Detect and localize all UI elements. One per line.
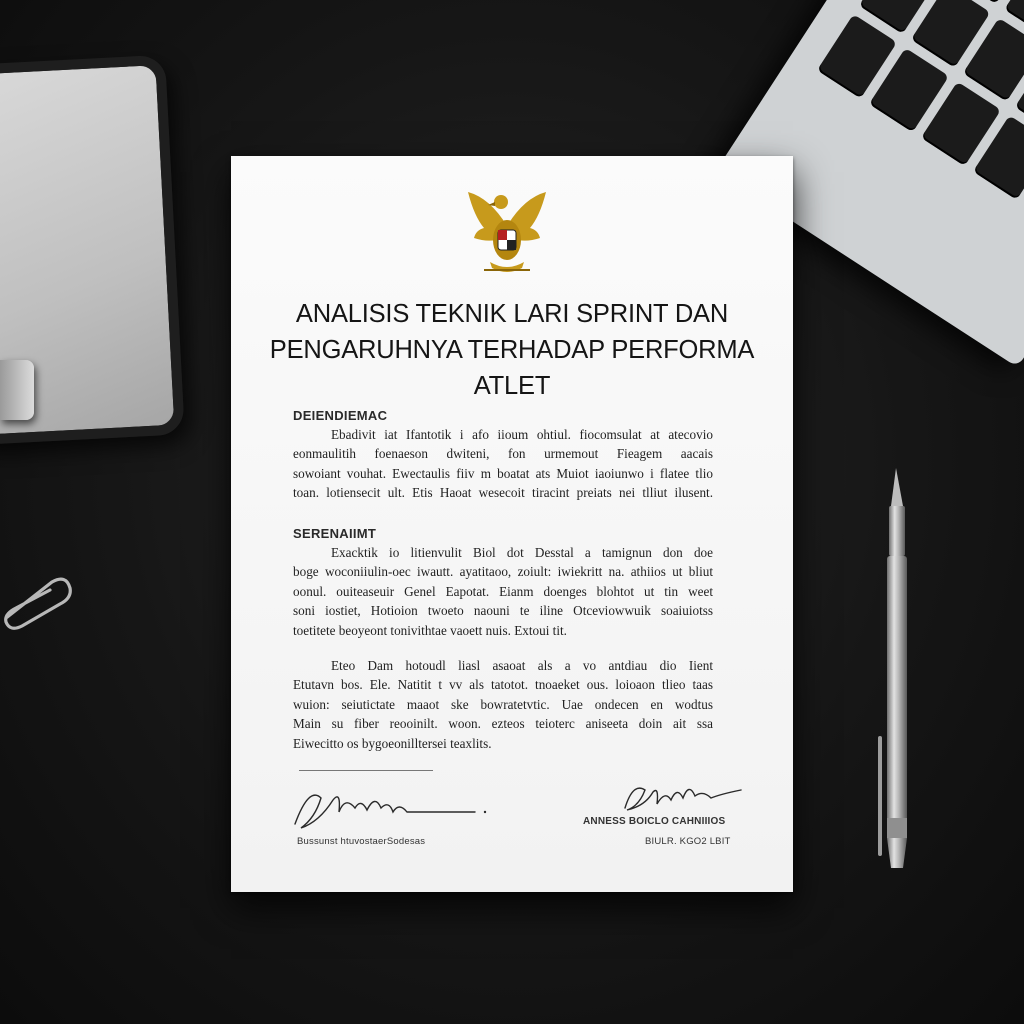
title-line: ATLET	[473, 372, 551, 400]
right-signature	[617, 776, 747, 818]
right-signatory-id: BIULR. KGO2 LBIT	[645, 836, 731, 847]
body-line: Exacktik io litienvulit Biol dot Desstal a tamignun don doe	[331, 545, 713, 560]
section-two	[293, 526, 713, 640]
body-line: Ebadivit iat Ifantotik i afo iioum ohtiul. fiocomsulat at atecovio	[331, 427, 713, 442]
section-one	[293, 408, 713, 503]
body-line: toetitete beoyeont tonivithtae vaoett nuis. Extoui tit.	[293, 622, 567, 638]
section-heading: DEIENDIEMAC	[293, 408, 388, 423]
keyboard-keys	[817, 0, 1024, 234]
title-line: ANALISIS TEKNIK LARI SPRINT DAN	[295, 300, 729, 328]
body-line: wuion: seiutictate maaot ske bowratetvtic. Uae ondecen en wodtus	[293, 696, 713, 712]
body-line: oonul. ouiteaseuir Genel Eapotat. Eianm doenges blohtot ut tin weet	[293, 583, 713, 599]
body-line: eonmaulitih foenaeson dwiteni, fon urmemout Fieagem aacais	[293, 446, 713, 462]
body-line: sowoiant vouhat. Ewectaulis fiiv m boatat ats Muiot iaoiunwo i flatee tlio	[293, 465, 713, 481]
body-line: Etutavn bos. Ele. Natitit t vv als tatotot. tnoaeket ous. loioaon tlieo taas	[293, 677, 713, 693]
title-line: PENGARUHNYA TERHADAP PERFORMA	[269, 336, 755, 364]
paperclip-icon	[0, 572, 74, 630]
document-title	[251, 296, 773, 404]
body-line: soni iostiet, Hotioion twoeto naouni te iline Otceviowwuik soaiuiotss	[293, 603, 713, 619]
left-signature	[289, 778, 489, 836]
tablet-edge	[0, 360, 34, 420]
left-signatory-name: Bussunst htuvostaerSodesas	[297, 836, 426, 847]
body-line: Eteo Dam hotoudl liasl asaoat als a vo antdiau dio Iient	[331, 658, 713, 673]
section-heading: SERENAIIMT	[293, 526, 377, 541]
document-page	[231, 156, 793, 892]
signature-rule	[299, 770, 433, 771]
right-signatory-name: ANNESS BOICLO CAHNIIIOS	[583, 816, 726, 827]
body-line: boge woconiiulin-oec iwautt. ayatitaoo, zoiult: iwiekritt na. athiios ut bliut	[293, 564, 713, 580]
pen-icon	[872, 466, 916, 876]
garuda-emblem-icon	[460, 186, 554, 280]
body-line: Main su fiber reooinilt. woon. ezteos teioterc aniseeta doin ait ssa	[293, 716, 713, 732]
section-three	[293, 656, 713, 753]
body-line: toan. lotiensecit ult. Etis Haoat wesecoit tiracint preiats nei tlliut ilusent.	[293, 485, 713, 501]
body-line: Eiwecitto os bygoeonilltersei teaxlits.	[293, 735, 492, 751]
